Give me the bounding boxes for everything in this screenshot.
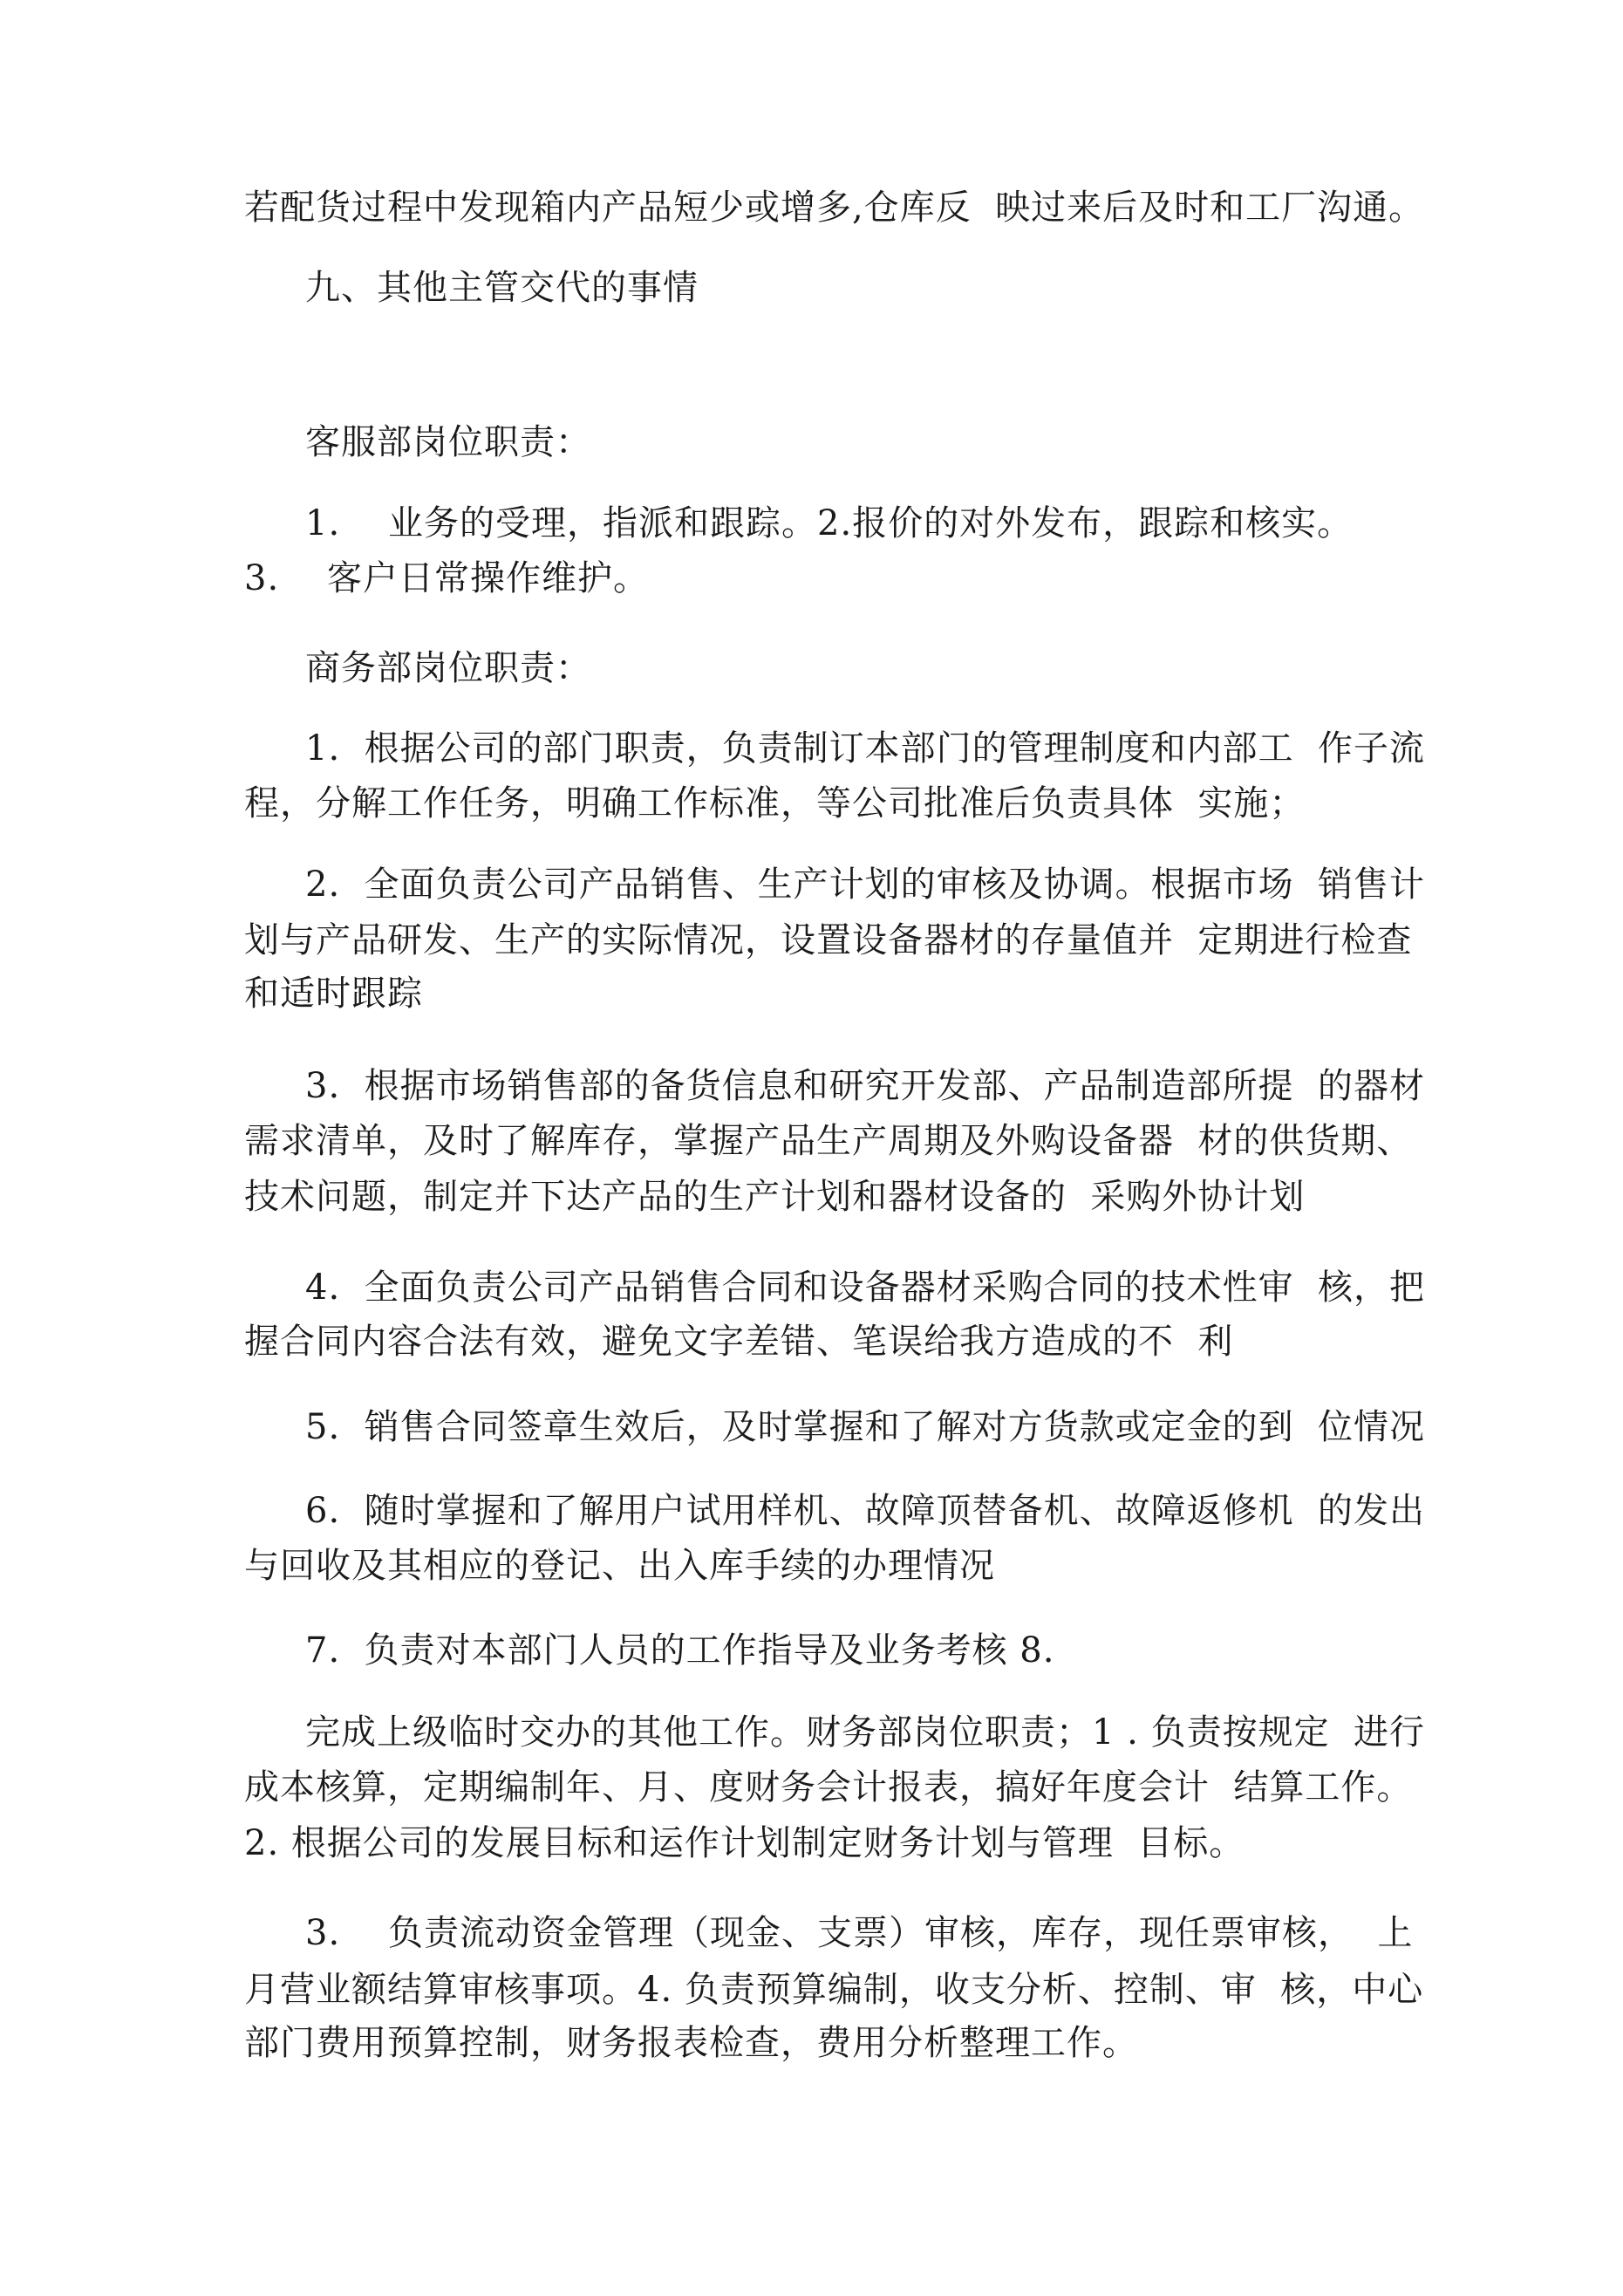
paragraph-line: 若配货过程中发现箱内产品短少或增多,仓库反 映过来后及时和工厂沟通。	[244, 188, 1425, 228]
paragraph-line: 3. 客户日常操作维护。	[244, 558, 650, 598]
paragraph-line: 2. 根据公司的发展目标和运作计划制定财务计划与管理 目标。	[244, 1823, 1245, 1863]
paragraph-line: 7. 负责对本部门人员的工作指导及业务考核 8.	[305, 1630, 1055, 1671]
paragraph-line: 成本核算，定期编制年、月、度财务会计报表，搞好年度会计 结算工作。	[244, 1767, 1413, 1807]
paragraph-line: 程，分解工作任务，明确工作标准，等公司批准后负责具体 实施；	[244, 783, 1306, 823]
paragraph-line: 6. 随时掌握和了解用户试用样机、故障顶替备机、故障返修机 的发出	[305, 1491, 1426, 1531]
paragraph-line: 5. 销售合同签章生效后，及时掌握和了解对方货款或定金的到 位情况	[305, 1407, 1426, 1447]
paragraph-line: 完成上级临时交办的其他工作。财务部岗位职责；1 . 负责按规定 进行	[305, 1712, 1426, 1753]
paragraph-line: 划与产品研发、生产的实际情况，设置设备器材的存量值并 定期进行检查	[244, 920, 1413, 960]
paragraph-line: 1. 根据公司的部门职责，负责制订本部门的管理制度和内部工 作子流	[305, 728, 1426, 769]
paragraph-line: 技术问题，制定并下达产品的生产计划和器材设备的 采购外协计划	[244, 1177, 1306, 1217]
paragraph-line: 部门费用预算控制，财务报表检查，费用分析整理工作。	[244, 2023, 1138, 2063]
paragraph-line: 握合同内容合法有效，避免文字差错、笔误给我方造成的不 利	[244, 1322, 1234, 1362]
paragraph-line: 4. 全面负责公司产品销售合同和设备器材采购合同的技术性审 核，把	[305, 1268, 1426, 1308]
paragraph-line: 与回收及其相应的登记、出入库手续的办理情况	[244, 1546, 995, 1586]
paragraph-line: 和适时跟踪	[244, 974, 423, 1014]
section-heading: 客服部岗位职责：	[305, 422, 591, 462]
paragraph-line: 3. 根据市场销售部的备货信息和研究开发部、产品制造部所提 的器材	[305, 1066, 1426, 1106]
paragraph-line: 月营业额结算审核事项。4. 负责预算编制，收支分析、控制、审 核，中心	[244, 1970, 1424, 2010]
paragraph-line: 3. 负责流动资金管理（现金、支票）审核，库存，现任票审核， 上	[305, 1913, 1414, 1953]
paragraph-line: 2. 全面负责公司产品销售、生产计划的审核及协调。根据市场 销售计	[305, 864, 1426, 905]
section-heading: 九、其他主管交代的事情	[305, 268, 699, 308]
section-heading: 商务部岗位职责：	[305, 648, 591, 688]
paragraph-line: 1. 业务的受理，指派和跟踪。2.报价的对外发布，跟踪和核实。	[305, 503, 1354, 543]
paragraph-line: 需求清单，及时了解库存，掌握产品生产周期及外购设备器 材的供货期、	[244, 1121, 1413, 1161]
